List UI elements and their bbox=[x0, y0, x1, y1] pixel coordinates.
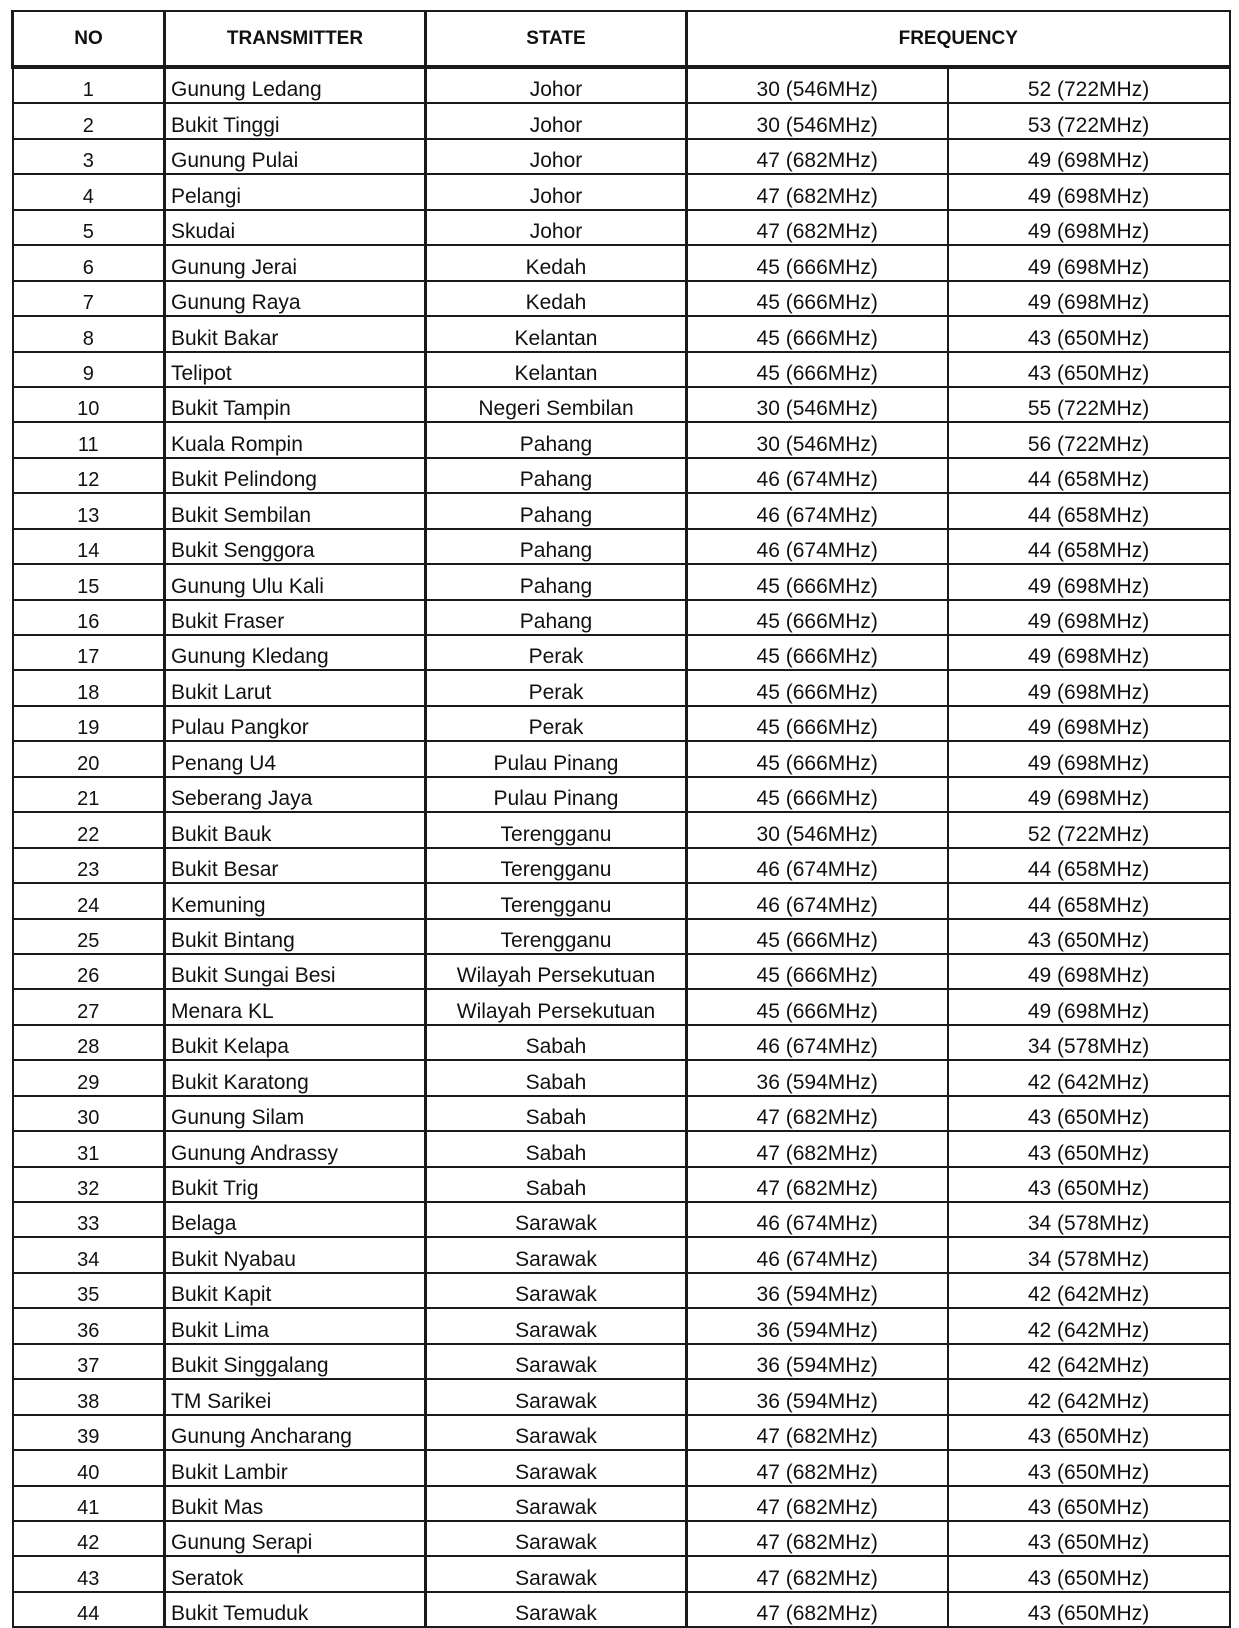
cell-frequency-1: 36 (594MHz) bbox=[687, 1344, 948, 1379]
cell-frequency-2: 49 (698MHz) bbox=[948, 600, 1230, 635]
cell-frequency-1: 45 (666MHz) bbox=[687, 245, 948, 280]
cell-frequency-1: 46 (674MHz) bbox=[687, 458, 948, 493]
table-row bbox=[13, 493, 1230, 528]
table-row bbox=[13, 1379, 1230, 1414]
cell-transmitter: Seberang Jaya bbox=[165, 777, 426, 812]
cell-frequency-1: 45 (666MHz) bbox=[687, 706, 948, 741]
table-row bbox=[13, 281, 1230, 316]
cell-frequency-2: 34 (578MHz) bbox=[948, 1237, 1230, 1272]
cell-state: Sarawak bbox=[426, 1379, 687, 1414]
cell-state: Pahang bbox=[426, 458, 687, 493]
cell-frequency-2: 42 (642MHz) bbox=[948, 1060, 1230, 1095]
cell-no: 7 bbox=[13, 281, 165, 316]
table-row bbox=[13, 458, 1230, 493]
cell-frequency-2: 34 (578MHz) bbox=[948, 1025, 1230, 1060]
cell-no: 41 bbox=[13, 1486, 165, 1521]
cell-no: 5 bbox=[13, 210, 165, 245]
cell-frequency-1: 46 (674MHz) bbox=[687, 529, 948, 564]
cell-frequency-1: 45 (666MHz) bbox=[687, 316, 948, 351]
cell-frequency-2: 55 (722MHz) bbox=[948, 387, 1230, 422]
cell-frequency-2: 42 (642MHz) bbox=[948, 1344, 1230, 1379]
cell-frequency-2: 53 (722MHz) bbox=[948, 103, 1230, 138]
cell-frequency-2: 49 (698MHz) bbox=[948, 139, 1230, 174]
cell-state: Sarawak bbox=[426, 1308, 687, 1343]
cell-frequency-2: 43 (650MHz) bbox=[948, 1450, 1230, 1485]
cell-frequency-1: 45 (666MHz) bbox=[687, 741, 948, 776]
cell-transmitter: Penang U4 bbox=[165, 741, 426, 776]
cell-state: Sarawak bbox=[426, 1450, 687, 1485]
table-row bbox=[13, 1202, 1230, 1237]
cell-transmitter: Gunung Raya bbox=[165, 281, 426, 316]
cell-frequency-2: 44 (658MHz) bbox=[948, 458, 1230, 493]
table-row bbox=[13, 812, 1230, 847]
cell-frequency-2: 44 (658MHz) bbox=[948, 493, 1230, 528]
cell-transmitter: Seratok bbox=[165, 1556, 426, 1591]
cell-transmitter: Bukit Senggora bbox=[165, 529, 426, 564]
cell-transmitter: Bukit Lambir bbox=[165, 1450, 426, 1485]
cell-frequency-1: 47 (682MHz) bbox=[687, 1415, 948, 1450]
cell-state: Sarawak bbox=[426, 1521, 687, 1556]
cell-no: 3 bbox=[13, 139, 165, 174]
cell-transmitter: Bukit Trig bbox=[165, 1167, 426, 1202]
table-row bbox=[13, 1167, 1230, 1202]
cell-no: 26 bbox=[13, 954, 165, 989]
cell-frequency-2: 43 (650MHz) bbox=[948, 1521, 1230, 1556]
cell-transmitter: Bukit Tinggi bbox=[165, 103, 426, 138]
cell-frequency-1: 47 (682MHz) bbox=[687, 139, 948, 174]
cell-frequency-1: 36 (594MHz) bbox=[687, 1060, 948, 1095]
cell-frequency-2: 52 (722MHz) bbox=[948, 812, 1230, 847]
cell-frequency-2: 43 (650MHz) bbox=[948, 1096, 1230, 1131]
cell-transmitter: TM Sarikei bbox=[165, 1379, 426, 1414]
table-row bbox=[13, 422, 1230, 457]
cell-no: 38 bbox=[13, 1379, 165, 1414]
cell-no: 6 bbox=[13, 245, 165, 280]
table-row bbox=[13, 1556, 1230, 1591]
cell-state: Sabah bbox=[426, 1025, 687, 1060]
cell-transmitter: Gunung Jerai bbox=[165, 245, 426, 280]
cell-state: Kelantan bbox=[426, 352, 687, 387]
cell-state: Pahang bbox=[426, 493, 687, 528]
cell-frequency-1: 45 (666MHz) bbox=[687, 635, 948, 670]
cell-frequency-1: 36 (594MHz) bbox=[687, 1379, 948, 1414]
cell-no: 13 bbox=[13, 493, 165, 528]
table-row bbox=[13, 1308, 1230, 1343]
cell-no: 36 bbox=[13, 1308, 165, 1343]
cell-no: 39 bbox=[13, 1415, 165, 1450]
header-no: NO bbox=[13, 11, 165, 67]
cell-transmitter: Bukit Kapit bbox=[165, 1273, 426, 1308]
cell-frequency-2: 43 (650MHz) bbox=[948, 1556, 1230, 1591]
cell-frequency-1: 47 (682MHz) bbox=[687, 1167, 948, 1202]
cell-frequency-2: 49 (698MHz) bbox=[948, 635, 1230, 670]
table-row bbox=[13, 67, 1230, 103]
table-row bbox=[13, 919, 1230, 954]
cell-frequency-2: 43 (650MHz) bbox=[948, 1592, 1230, 1627]
cell-frequency-2: 49 (698MHz) bbox=[948, 706, 1230, 741]
cell-frequency-1: 45 (666MHz) bbox=[687, 670, 948, 705]
cell-frequency-2: 43 (650MHz) bbox=[948, 1415, 1230, 1450]
cell-state: Terengganu bbox=[426, 848, 687, 883]
table-row bbox=[13, 245, 1230, 280]
cell-state: Pahang bbox=[426, 529, 687, 564]
table-row bbox=[13, 1025, 1230, 1060]
cell-state: Kelantan bbox=[426, 316, 687, 351]
cell-state: Sabah bbox=[426, 1131, 687, 1166]
cell-frequency-2: 42 (642MHz) bbox=[948, 1273, 1230, 1308]
cell-transmitter: Bukit Sungai Besi bbox=[165, 954, 426, 989]
cell-frequency-2: 49 (698MHz) bbox=[948, 245, 1230, 280]
table-row bbox=[13, 1131, 1230, 1166]
cell-transmitter: Telipot bbox=[165, 352, 426, 387]
cell-transmitter: Bukit Temuduk bbox=[165, 1592, 426, 1627]
cell-no: 15 bbox=[13, 564, 165, 599]
cell-no: 43 bbox=[13, 1556, 165, 1591]
cell-no: 11 bbox=[13, 422, 165, 457]
cell-frequency-1: 47 (682MHz) bbox=[687, 1450, 948, 1485]
cell-state: Terengganu bbox=[426, 883, 687, 918]
cell-no: 18 bbox=[13, 670, 165, 705]
cell-no: 32 bbox=[13, 1167, 165, 1202]
table-row bbox=[13, 600, 1230, 635]
cell-state: Pahang bbox=[426, 600, 687, 635]
cell-no: 10 bbox=[13, 387, 165, 422]
table-row bbox=[13, 103, 1230, 138]
cell-frequency-1: 46 (674MHz) bbox=[687, 1202, 948, 1237]
cell-state: Johor bbox=[426, 139, 687, 174]
cell-transmitter: Bukit Singgalang bbox=[165, 1344, 426, 1379]
table-row bbox=[13, 316, 1230, 351]
cell-transmitter: Pulau Pangkor bbox=[165, 706, 426, 741]
cell-transmitter: Pelangi bbox=[165, 174, 426, 209]
header-row bbox=[13, 11, 1230, 67]
cell-frequency-1: 47 (682MHz) bbox=[687, 1521, 948, 1556]
cell-frequency-1: 47 (682MHz) bbox=[687, 1486, 948, 1521]
cell-no: 19 bbox=[13, 706, 165, 741]
cell-frequency-1: 45 (666MHz) bbox=[687, 919, 948, 954]
transmitter-table-container bbox=[11, 10, 1228, 1628]
table-row bbox=[13, 352, 1230, 387]
cell-state: Negeri Sembilan bbox=[426, 387, 687, 422]
table-row bbox=[13, 1060, 1230, 1095]
cell-transmitter: Gunung Ledang bbox=[165, 67, 426, 103]
cell-transmitter: Bukit Tampin bbox=[165, 387, 426, 422]
cell-no: 20 bbox=[13, 741, 165, 776]
table-row bbox=[13, 1450, 1230, 1485]
cell-no: 8 bbox=[13, 316, 165, 351]
cell-no: 14 bbox=[13, 529, 165, 564]
cell-frequency-1: 30 (546MHz) bbox=[687, 812, 948, 847]
cell-no: 31 bbox=[13, 1131, 165, 1166]
table-row bbox=[13, 139, 1230, 174]
cell-frequency-2: 49 (698MHz) bbox=[948, 210, 1230, 245]
table-row bbox=[13, 848, 1230, 883]
cell-state: Sarawak bbox=[426, 1344, 687, 1379]
cell-no: 22 bbox=[13, 812, 165, 847]
cell-frequency-2: 43 (650MHz) bbox=[948, 1167, 1230, 1202]
cell-transmitter: Gunung Silam bbox=[165, 1096, 426, 1131]
cell-frequency-1: 46 (674MHz) bbox=[687, 1025, 948, 1060]
table-row bbox=[13, 706, 1230, 741]
header-state: STATE bbox=[426, 11, 687, 67]
cell-frequency-1: 46 (674MHz) bbox=[687, 883, 948, 918]
cell-state: Sarawak bbox=[426, 1556, 687, 1591]
table-row bbox=[13, 954, 1230, 989]
cell-frequency-2: 43 (650MHz) bbox=[948, 352, 1230, 387]
cell-frequency-1: 36 (594MHz) bbox=[687, 1308, 948, 1343]
table-row bbox=[13, 1521, 1230, 1556]
cell-frequency-2: 52 (722MHz) bbox=[948, 67, 1230, 103]
cell-state: Perak bbox=[426, 706, 687, 741]
cell-transmitter: Gunung Ancharang bbox=[165, 1415, 426, 1450]
table-row bbox=[13, 777, 1230, 812]
cell-state: Sabah bbox=[426, 1096, 687, 1131]
cell-transmitter: Gunung Ulu Kali bbox=[165, 564, 426, 599]
cell-no: 34 bbox=[13, 1237, 165, 1272]
cell-frequency-2: 34 (578MHz) bbox=[948, 1202, 1230, 1237]
cell-transmitter: Bukit Bintang bbox=[165, 919, 426, 954]
cell-transmitter: Gunung Pulai bbox=[165, 139, 426, 174]
cell-frequency-2: 44 (658MHz) bbox=[948, 848, 1230, 883]
cell-no: 44 bbox=[13, 1592, 165, 1627]
cell-no: 17 bbox=[13, 635, 165, 670]
cell-transmitter: Bukit Nyabau bbox=[165, 1237, 426, 1272]
cell-state: Johor bbox=[426, 174, 687, 209]
header-transmitter: TRANSMITTER bbox=[165, 11, 426, 67]
table-row bbox=[13, 210, 1230, 245]
cell-frequency-2: 49 (698MHz) bbox=[948, 741, 1230, 776]
table-row bbox=[13, 989, 1230, 1024]
cell-frequency-2: 49 (698MHz) bbox=[948, 564, 1230, 599]
cell-frequency-2: 44 (658MHz) bbox=[948, 883, 1230, 918]
cell-state: Sabah bbox=[426, 1167, 687, 1202]
cell-frequency-2: 44 (658MHz) bbox=[948, 529, 1230, 564]
cell-frequency-1: 30 (546MHz) bbox=[687, 422, 948, 457]
cell-frequency-2: 49 (698MHz) bbox=[948, 777, 1230, 812]
cell-no: 12 bbox=[13, 458, 165, 493]
cell-no: 42 bbox=[13, 1521, 165, 1556]
cell-state: Perak bbox=[426, 670, 687, 705]
table-row bbox=[13, 741, 1230, 776]
cell-transmitter: Bukit Mas bbox=[165, 1486, 426, 1521]
cell-frequency-1: 45 (666MHz) bbox=[687, 600, 948, 635]
cell-frequency-1: 47 (682MHz) bbox=[687, 1556, 948, 1591]
table-row bbox=[13, 883, 1230, 918]
cell-state: Pahang bbox=[426, 564, 687, 599]
table-row bbox=[13, 1592, 1230, 1627]
cell-frequency-1: 46 (674MHz) bbox=[687, 1237, 948, 1272]
cell-frequency-2: 42 (642MHz) bbox=[948, 1379, 1230, 1414]
cell-no: 29 bbox=[13, 1060, 165, 1095]
cell-frequency-1: 36 (594MHz) bbox=[687, 1273, 948, 1308]
cell-transmitter: Gunung Andrassy bbox=[165, 1131, 426, 1166]
cell-transmitter: Bukit Lima bbox=[165, 1308, 426, 1343]
transmitter-frequency-table bbox=[11, 10, 1231, 1628]
table-row bbox=[13, 387, 1230, 422]
table-row bbox=[13, 1273, 1230, 1308]
cell-frequency-1: 45 (666MHz) bbox=[687, 281, 948, 316]
cell-state: Johor bbox=[426, 103, 687, 138]
cell-no: 33 bbox=[13, 1202, 165, 1237]
table-row bbox=[13, 1096, 1230, 1131]
cell-frequency-1: 30 (546MHz) bbox=[687, 103, 948, 138]
cell-no: 16 bbox=[13, 600, 165, 635]
cell-no: 21 bbox=[13, 777, 165, 812]
cell-frequency-2: 43 (650MHz) bbox=[948, 1486, 1230, 1521]
cell-no: 2 bbox=[13, 103, 165, 138]
cell-state: Terengganu bbox=[426, 919, 687, 954]
table-row bbox=[13, 564, 1230, 599]
cell-frequency-2: 56 (722MHz) bbox=[948, 422, 1230, 457]
cell-state: Wilayah Persekutuan bbox=[426, 954, 687, 989]
cell-frequency-1: 47 (682MHz) bbox=[687, 1096, 948, 1131]
cell-frequency-1: 46 (674MHz) bbox=[687, 493, 948, 528]
cell-frequency-2: 49 (698MHz) bbox=[948, 174, 1230, 209]
cell-transmitter: Bukit Fraser bbox=[165, 600, 426, 635]
cell-state: Wilayah Persekutuan bbox=[426, 989, 687, 1024]
table-row bbox=[13, 670, 1230, 705]
cell-transmitter: Bukit Pelindong bbox=[165, 458, 426, 493]
cell-frequency-1: 45 (666MHz) bbox=[687, 777, 948, 812]
cell-frequency-2: 49 (698MHz) bbox=[948, 989, 1230, 1024]
cell-frequency-1: 30 (546MHz) bbox=[687, 67, 948, 103]
table-row bbox=[13, 529, 1230, 564]
cell-state: Pulau Pinang bbox=[426, 777, 687, 812]
cell-state: Sarawak bbox=[426, 1486, 687, 1521]
cell-frequency-1: 47 (682MHz) bbox=[687, 1131, 948, 1166]
cell-transmitter: Bukit Bauk bbox=[165, 812, 426, 847]
cell-no: 35 bbox=[13, 1273, 165, 1308]
cell-no: 23 bbox=[13, 848, 165, 883]
cell-transmitter: Gunung Kledang bbox=[165, 635, 426, 670]
table-row bbox=[13, 1237, 1230, 1272]
table-body bbox=[13, 67, 1230, 1627]
cell-frequency-2: 42 (642MHz) bbox=[948, 1308, 1230, 1343]
cell-frequency-1: 46 (674MHz) bbox=[687, 848, 948, 883]
cell-transmitter: Kemuning bbox=[165, 883, 426, 918]
cell-no: 25 bbox=[13, 919, 165, 954]
cell-state: Pahang bbox=[426, 422, 687, 457]
cell-no: 9 bbox=[13, 352, 165, 387]
cell-state: Kedah bbox=[426, 245, 687, 280]
cell-state: Sarawak bbox=[426, 1415, 687, 1450]
cell-state: Pulau Pinang bbox=[426, 741, 687, 776]
cell-state: Johor bbox=[426, 67, 687, 103]
cell-state: Sarawak bbox=[426, 1237, 687, 1272]
cell-no: 30 bbox=[13, 1096, 165, 1131]
cell-frequency-2: 49 (698MHz) bbox=[948, 670, 1230, 705]
cell-transmitter: Bukit Karatong bbox=[165, 1060, 426, 1095]
cell-frequency-1: 47 (682MHz) bbox=[687, 210, 948, 245]
cell-transmitter: Bukit Kelapa bbox=[165, 1025, 426, 1060]
cell-transmitter: Menara KL bbox=[165, 989, 426, 1024]
cell-frequency-2: 49 (698MHz) bbox=[948, 281, 1230, 316]
cell-state: Sabah bbox=[426, 1060, 687, 1095]
cell-frequency-2: 49 (698MHz) bbox=[948, 954, 1230, 989]
cell-frequency-1: 45 (666MHz) bbox=[687, 352, 948, 387]
cell-transmitter: Bukit Larut bbox=[165, 670, 426, 705]
cell-frequency-1: 45 (666MHz) bbox=[687, 954, 948, 989]
table-header bbox=[13, 11, 1230, 67]
cell-no: 27 bbox=[13, 989, 165, 1024]
table-row bbox=[13, 1486, 1230, 1521]
cell-transmitter: Gunung Serapi bbox=[165, 1521, 426, 1556]
cell-frequency-1: 47 (682MHz) bbox=[687, 174, 948, 209]
cell-frequency-1: 45 (666MHz) bbox=[687, 564, 948, 599]
cell-state: Sarawak bbox=[426, 1273, 687, 1308]
cell-no: 1 bbox=[13, 67, 165, 103]
table-row bbox=[13, 1415, 1230, 1450]
cell-frequency-2: 43 (650MHz) bbox=[948, 919, 1230, 954]
cell-transmitter: Bukit Bakar bbox=[165, 316, 426, 351]
cell-no: 37 bbox=[13, 1344, 165, 1379]
cell-frequency-2: 43 (650MHz) bbox=[948, 316, 1230, 351]
cell-state: Sarawak bbox=[426, 1592, 687, 1627]
cell-transmitter: Bukit Sembilan bbox=[165, 493, 426, 528]
cell-frequency-1: 47 (682MHz) bbox=[687, 1592, 948, 1627]
cell-transmitter: Bukit Besar bbox=[165, 848, 426, 883]
cell-no: 24 bbox=[13, 883, 165, 918]
cell-state: Sarawak bbox=[426, 1202, 687, 1237]
cell-transmitter: Skudai bbox=[165, 210, 426, 245]
table-row bbox=[13, 1344, 1230, 1379]
cell-no: 28 bbox=[13, 1025, 165, 1060]
cell-frequency-1: 30 (546MHz) bbox=[687, 387, 948, 422]
cell-frequency-2: 43 (650MHz) bbox=[948, 1131, 1230, 1166]
cell-state: Kedah bbox=[426, 281, 687, 316]
header-frequency: FREQUENCY bbox=[687, 11, 1230, 67]
cell-transmitter: Kuala Rompin bbox=[165, 422, 426, 457]
cell-state: Perak bbox=[426, 635, 687, 670]
cell-transmitter: Belaga bbox=[165, 1202, 426, 1237]
cell-no: 4 bbox=[13, 174, 165, 209]
cell-frequency-1: 45 (666MHz) bbox=[687, 989, 948, 1024]
table-row bbox=[13, 635, 1230, 670]
cell-no: 40 bbox=[13, 1450, 165, 1485]
cell-state: Terengganu bbox=[426, 812, 687, 847]
table-row bbox=[13, 174, 1230, 209]
cell-state: Johor bbox=[426, 210, 687, 245]
